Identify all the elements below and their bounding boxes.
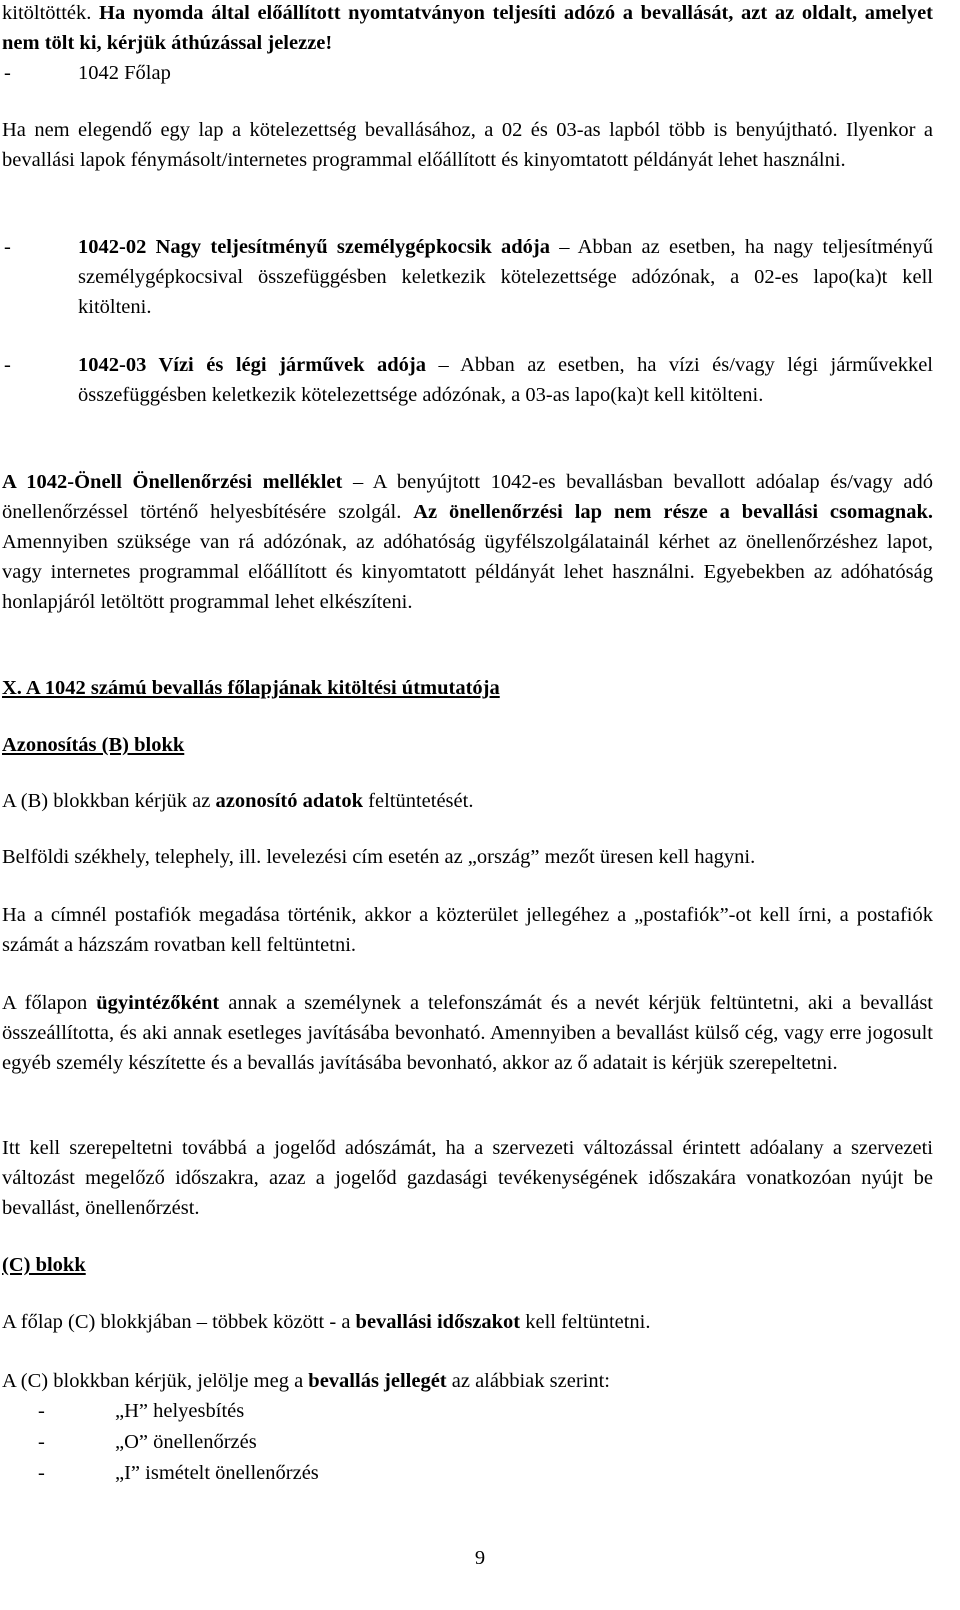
block-c-p1-text-end: kell feltüntetni.	[520, 1311, 651, 1333]
extra-sheets-paragraph: Ha nem elegendő egy lap a kötelezettség bevallásához, a 02 és 03-as lapból több is benyújtható. Ilyenkor a bevallási lapok fénymásolt/internetes programmal előállított és kinyomtatott példányát lehet használni.	[2, 119, 933, 171]
self-check-title: A 1042-Önell Önellenőrzési melléklet	[2, 471, 343, 493]
self-check-text-1: – A benyújtott 1042-es bevallásban bevallott adóalap és/vagy adó önellenőrzéssel történő helyesbítésére szolgál.	[2, 471, 933, 523]
block-b-p4-text-end: annak a személynek a telefonszámát és a nevét kérjük feltüntetni, aki a bevallást összeállította, és aki annak esetleges javításába bevonható. Amennyiben a bevallást külső cég, vagy erre jogosult egyéb személy készítette és a bevallás javításába bevonható, akkor az ő adatait is kérjük szerepeltetni.	[2, 992, 934, 1074]
block-b-paragraph-5: Itt kell szerepeltetni továbbá a jogelőd adószámát, ha a szervezeti változással érintett adóalany a szervezeti változást megelőző időszakra, azaz a jogelőd gazdasági tevékenységének időszakára vonatkozóan nyújt be bevallást, önellenőrzést.	[2, 1137, 933, 1219]
block-b-heading: Azonosítás (B) blokk	[2, 734, 185, 756]
block-c-heading: (C) blokk	[2, 1254, 86, 1276]
block-b-p1-bold: azonosító adatok	[215, 790, 364, 812]
block-c-paragraph-2	[2, 1366, 933, 1396]
page-number: 9	[474, 1547, 486, 1569]
main-sheet-dash: -	[4, 62, 11, 84]
sheet-03-title: 1042-03 Vízi és légi járművek adója	[78, 354, 426, 376]
block-c-p2-text: A (C) blokkban kérjük, jelölje meg a	[2, 1370, 309, 1392]
block-b-p1-text-end: feltüntetését.	[363, 790, 474, 812]
list-item: „I” ismételt önellenőrzés	[115, 1462, 319, 1484]
list-item: „O” önellenőrzés	[115, 1431, 257, 1453]
list-item-dash: -	[38, 1462, 45, 1484]
block-c-p1-text: A főlap (C) blokkjában – többek között - a	[2, 1311, 356, 1333]
intro-paragraph	[2, 0, 933, 58]
intro-bold-instruction: Ha nyomda által előállított nyomtatványon teljesíti adózó a bevallását, azt az oldalt, amelyet nem tölt ki, kérjük áthúzással jelezze!	[2, 2, 933, 54]
sheet-02-paragraph	[78, 232, 933, 322]
block-b-paragraph-2: Belföldi székhely, telephely, ill. levelezési cím esetén az „ország” mezőt üresen kell hagyni.	[2, 846, 756, 868]
block-b-paragraph-3: Ha a címnél postafiók megadása történik, akkor a közterület jellegéhez a „postafiók”-ot kell írni, a postafiók számát a házszám rovatban kell feltüntetni.	[2, 904, 933, 956]
block-c-paragraph-1	[2, 1307, 933, 1337]
list-item-dash: -	[38, 1400, 45, 1422]
block-c-p2-bold: bevallás jellegét	[308, 1370, 447, 1392]
sheet-03-text: – Abban az esetben, ha vízi és/vagy légi járművekkel összefüggésben keletkezik kötelezettsége adózónak, a 03-as lapo(ka)t kell kitölteni.	[78, 354, 933, 406]
section-x-title: X. A 1042 számú bevallás főlapjának kitöltési útmutatója	[2, 677, 500, 699]
block-b-paragraph-4	[2, 988, 933, 1078]
list-item: „H” helyesbítés	[115, 1400, 245, 1422]
self-check-paragraph	[2, 467, 933, 617]
sheet-03-paragraph	[78, 350, 933, 410]
self-check-bold-note: Az önellenőrzési lap nem része a bevallási csomagnak.	[413, 501, 933, 523]
block-b-p4-bold: ügyintézőként	[96, 992, 220, 1014]
block-c-p1-bold: bevallási időszakot	[355, 1311, 521, 1333]
main-sheet-title: 1042 Főlap	[78, 62, 171, 84]
sheet-03-dash: -	[4, 354, 11, 376]
self-check-text-2: Amennyiben szüksége van rá adózónak, az adóhatóság ügyfélszolgálatainál kérhet az önellenőrzéshez lapot, vagy internetes programmal előállított és kinyomtatott példányát lehet használni. Egyebekben az adóhatóság honlapjáról letöltött programmal lehet elkészíteni.	[2, 531, 933, 613]
block-c-p2-text-end: az alábbiak szerint:	[446, 1370, 610, 1392]
sheet-02-text: – Abban az esetben, ha nagy teljesítményű személygépkocsival összefüggésben keletkezik kötelezettsége adózónak, a 02-es lapo(ka)t kell kitölteni.	[78, 236, 933, 318]
block-b-p1-text: A (B) blokkban kérjük az	[2, 790, 216, 812]
block-b-p4-text: A főlapon	[2, 992, 97, 1014]
sheet-02-dash: -	[4, 236, 11, 258]
list-item-dash: -	[38, 1431, 45, 1453]
block-b-paragraph-1	[2, 786, 933, 816]
sheet-02-title: 1042-02 Nagy teljesítményű személygépkocsik adója	[78, 236, 551, 258]
intro-text: kitöltötték.	[2, 2, 100, 24]
